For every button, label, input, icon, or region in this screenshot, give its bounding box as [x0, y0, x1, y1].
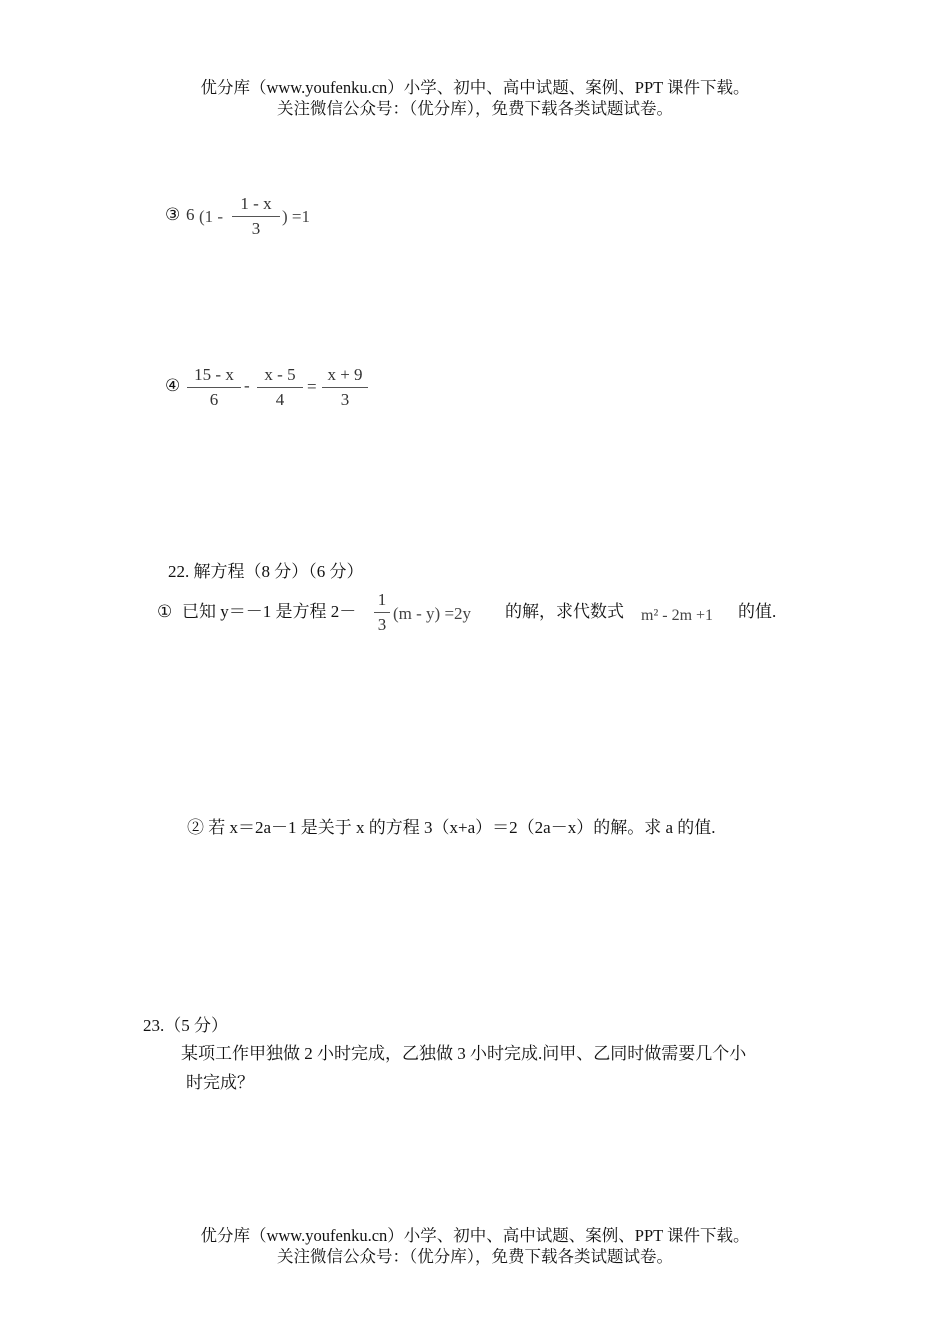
eq3-marker: ③ — [165, 205, 181, 224]
eq4-numerator-2: x - 5 — [264, 365, 296, 384]
q22-part-2: ② 若 x＝2a－1 是关于 x 的方程 3（x+a）＝2（2a－x）的解。求 a 的值. — [187, 818, 716, 837]
eq4-fraction-3 — [322, 365, 368, 410]
fraction-bar — [374, 612, 390, 613]
eq4-fraction-1 — [187, 365, 241, 410]
q22-part1-marker: ① — [157, 602, 173, 621]
eq3-fraction — [232, 194, 280, 239]
fraction-bar — [232, 216, 280, 217]
eq4-equals: = — [307, 377, 317, 396]
q23-line-2: 时完成？ — [186, 1073, 254, 1092]
eq3-denominator: 3 — [251, 219, 261, 238]
fraction-bar — [257, 387, 303, 388]
eq4-minus: - — [244, 376, 250, 395]
q22-part1-fraction — [374, 590, 390, 635]
eq4-denominator-2: 4 — [275, 390, 285, 409]
q22-part1-expression: (m - y) =2y — [393, 604, 472, 623]
q23-title: 23.（5 分） — [143, 1016, 228, 1035]
eq4-marker: ④ — [165, 376, 181, 395]
q22-fraction-denominator: 3 — [377, 615, 387, 634]
fraction-bar — [322, 387, 368, 388]
q22-fraction-numerator: 1 — [377, 590, 387, 609]
eq3-close: ) =1 — [282, 207, 310, 226]
eq3-numerator: 1 - x — [240, 194, 272, 213]
q23-line-1: 某项工作甲独做 2 小时完成，乙独做 3 小时完成.问甲、乙同时做需要几个小 — [181, 1044, 747, 1063]
q22-part1-text-a: 已知 y＝－1 是方程 2－ — [182, 602, 357, 621]
eq4-numerator-1: 15 - x — [194, 365, 234, 384]
footer-line-1: 优分库（www.youfenku.cn）小学、初中、高中试题、案例、PPT 课件下载。 — [200, 1226, 750, 1245]
footer-line-2: 关注微信公众号：（优分库），免费下载各类试题试卷。 — [277, 1247, 673, 1266]
eq4-denominator-1: 6 — [209, 390, 219, 409]
eq3-coefficient: 6 — [186, 205, 195, 224]
q22-part1-polynomial: m² - 2m +1 — [641, 607, 714, 624]
eq4-fraction-2 — [257, 365, 303, 410]
header-line-2: 关注微信公众号：（优分库），免费下载各类试题试卷。 — [277, 99, 673, 118]
header-line-1: 优分库（www.youfenku.cn）小学、初中、高中试题、案例、PPT 课件下载。 — [200, 78, 750, 97]
fraction-bar — [187, 387, 241, 388]
q22-part1-text-b: 的解，求代数式 — [505, 602, 624, 621]
q22-title: 22. 解方程（8 分）（6 分） — [168, 562, 364, 581]
q22-part1-text-c: 的值. — [738, 602, 777, 621]
eq3-open: (1 - — [199, 207, 224, 226]
eq4-numerator-3: x + 9 — [327, 365, 363, 384]
eq4-denominator-3: 3 — [340, 390, 350, 409]
